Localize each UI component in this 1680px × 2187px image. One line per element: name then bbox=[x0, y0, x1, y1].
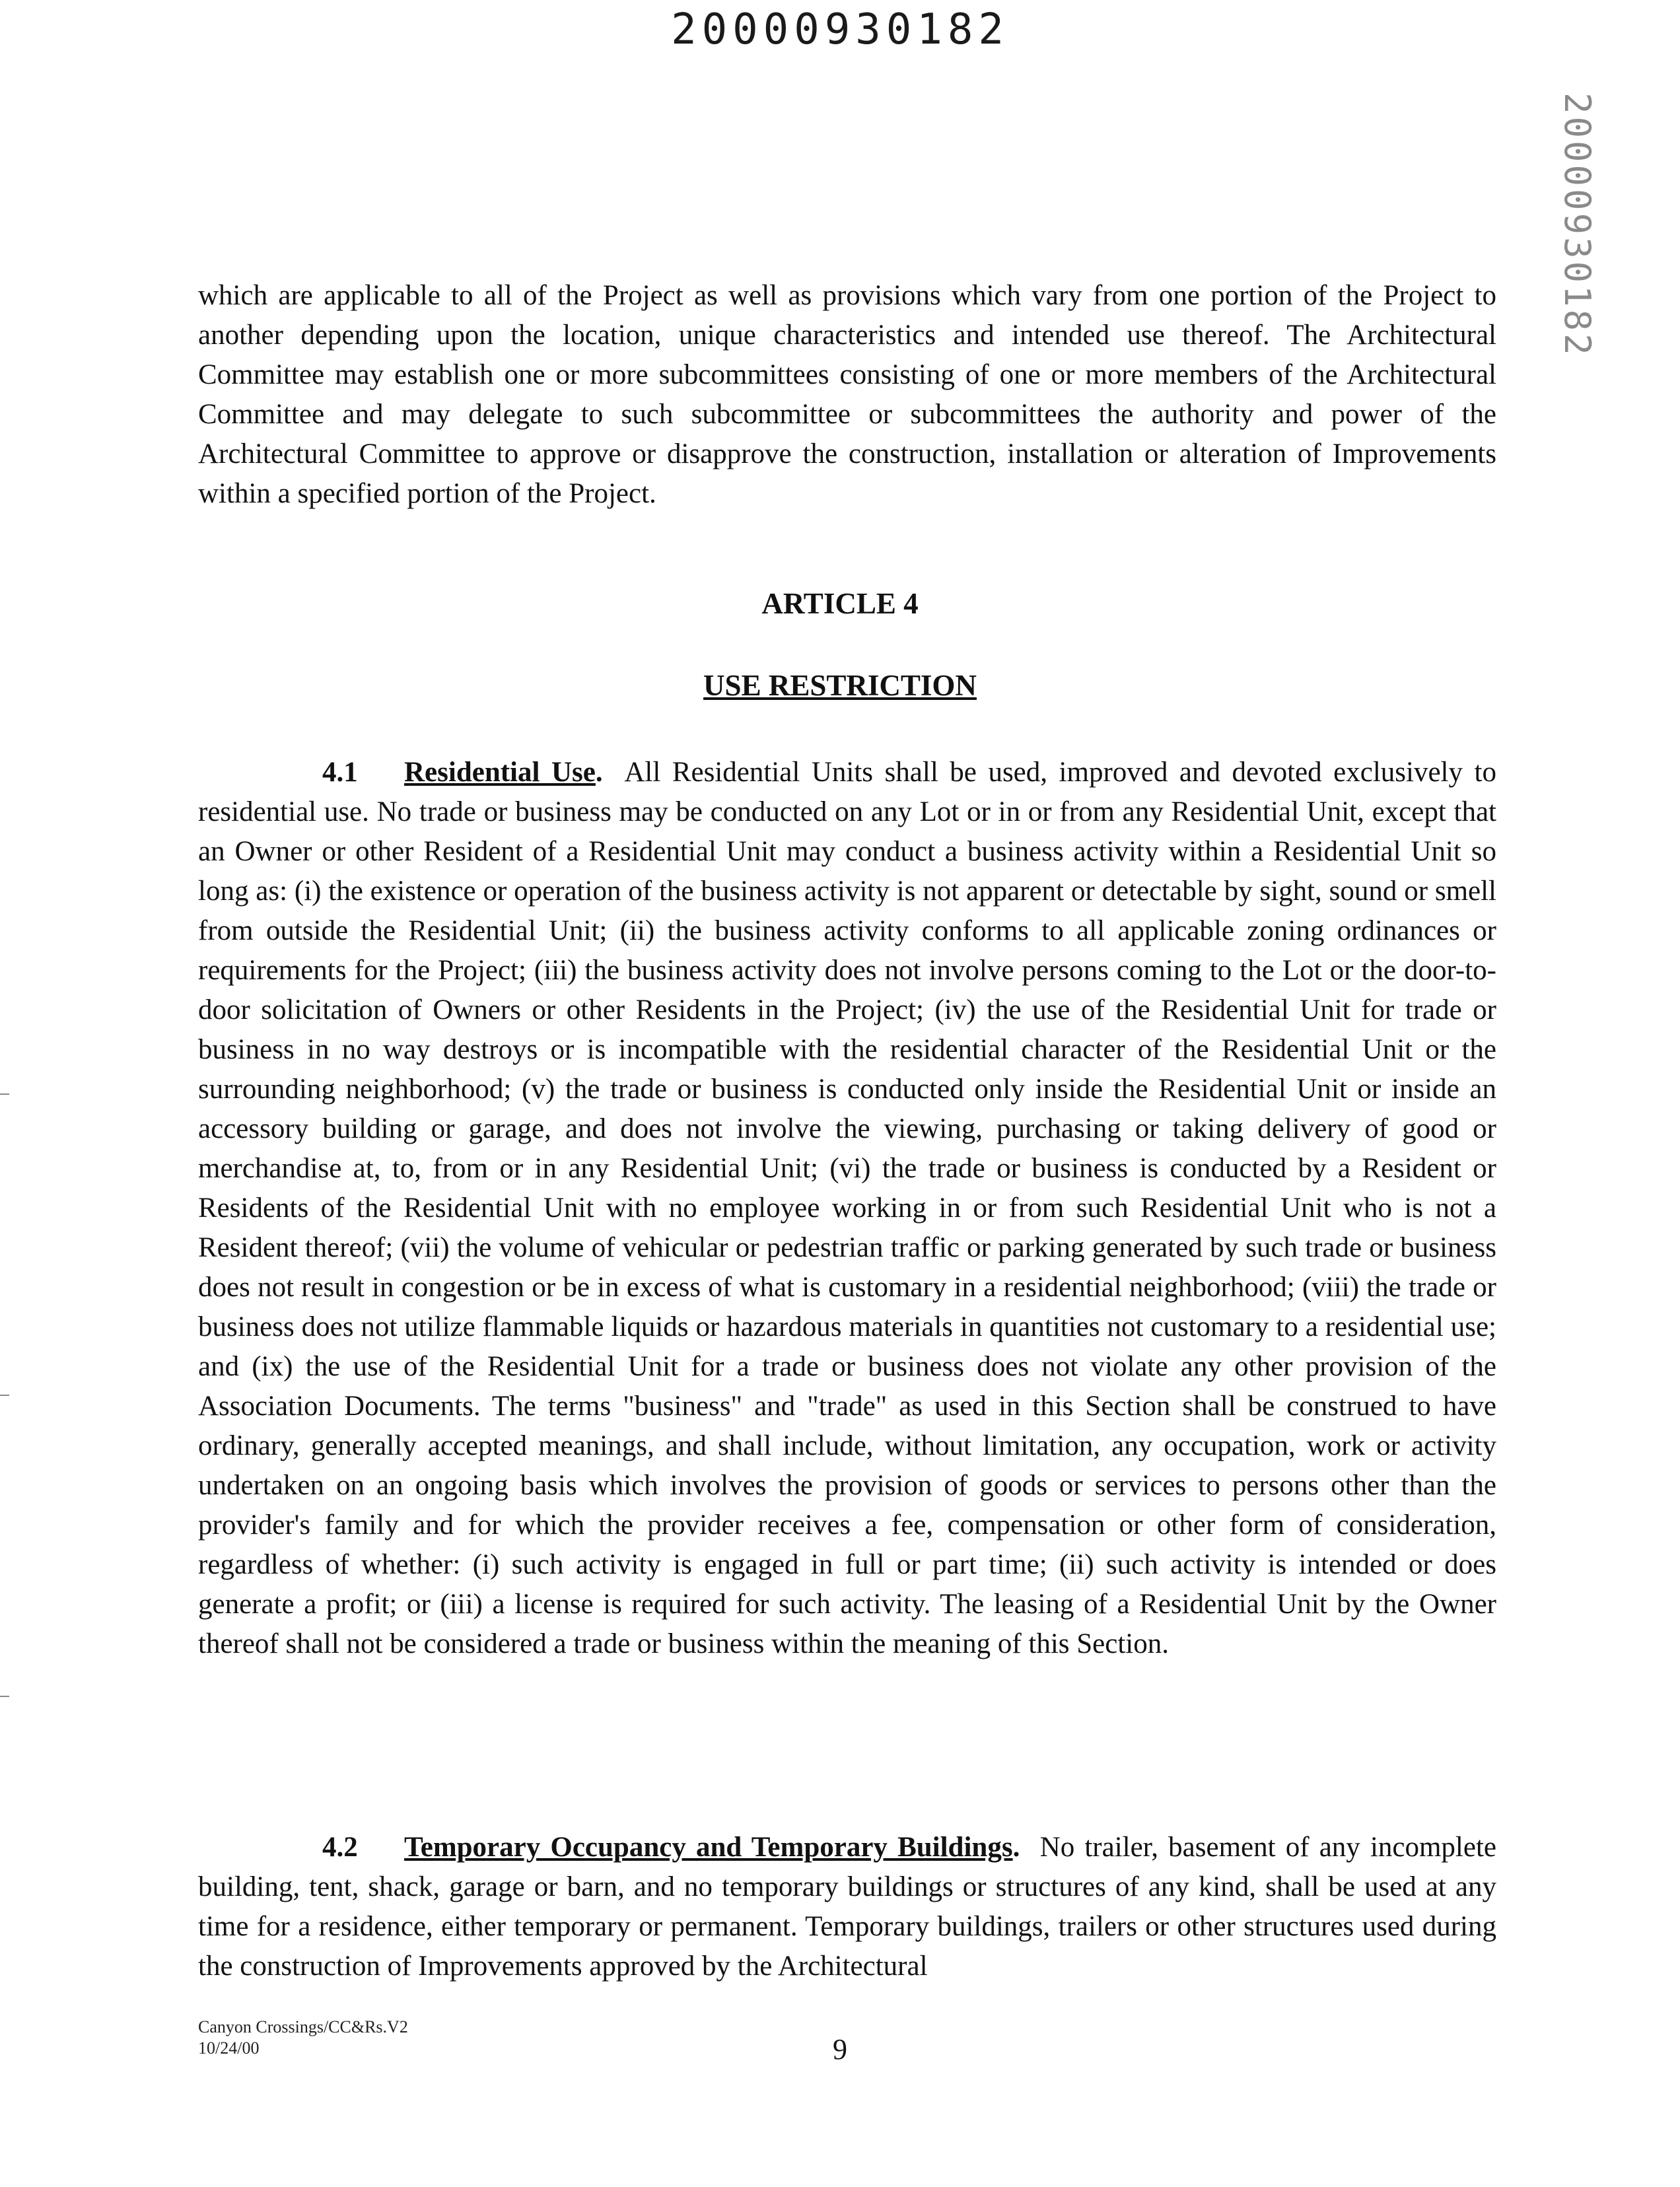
page-number: 9 bbox=[833, 2033, 847, 2066]
margin-mark bbox=[0, 1395, 9, 1396]
footer-reference-line: Canyon Crossings/CC&Rs.V2 bbox=[198, 2017, 408, 2036]
footer-date: 10/24/00 bbox=[198, 2038, 260, 2058]
section-number: 4.1 bbox=[322, 757, 358, 788]
intro-paragraph: which are applicable to all of the Project as well as provisions which vary from one portion of the Project to another depending upon the location, unique characteristics and intended use thereof. The Architectural Committee may establish one or more subcommittees consisting of one or more members of the Architectural Committee and may delegate to such subcommittee or subcommittees the authority and power of the Architectural Committee to approve or disapprove the construction, installation or alteration of Improvements within a specified portion of the Project. bbox=[198, 280, 1496, 509]
document-number: 20000930182 bbox=[671, 5, 1009, 54]
section-text: All Residential Units shall be used, improved and devoted exclusively to residential use. No trade or business may be conducted on any Lot or in or from any Residential Unit, except that an Owner or other Resident of a Residential Unit may conduct a business activity within a Residential Unit so long as: (i) the existence or operation of the business activity is not apparent or detectable by sight, sound or smell from outside the Residential Unit; (ii) the business activity conforms to all applicable zoning ordinances or requirements for the Project; (iii) the business activity does not involve persons coming to the Lot or the door-to-door solicitation of Owners or other Residents in the Project; (iv) the use of the Residential Unit for trade or business in no way destroys or is incompatible with the residential character of the Residential Unit or the surrounding neighborhood; (v) the trade or business is conducted only inside the Residential Unit or inside an accessory building or garage, and does not involve the viewing, purchasing or taking delivery of good or merchandise at, to, from or in any Residential Unit; (vi) the trade or business is conducted by a Resident or Residents of the Residential Unit with no employee working in or from such Residential Unit who is not a Resident thereof; (vii) the volume of vehicular or pedestrian traffic or parking generated by such trade or business does not result in congestion or be in excess of what is customary in a residential neighborhood; (viii) the trade or business does not utilize flammable liquids or hazardous materials in quantities not customary to a residential use; and (ix) the use of the Residential Unit for a trade or business does not violate any other provision of the Association Documents. The terms "business" and "trade" as used in this Section shall be construed to have ordinary, generally accepted meanings, and shall include, without limitation, any occupation, work or activity undertaken on an ongoing basis which involves the provision of goods or services to persons other than the provider's family and for which the provider receives a fee, compensation or other form of consideration, regardless of whether: (i) such activity is engaged in full or part time; (ii) such activity is intended or does generate a profit; or (iii) a license is required for such activity. The leasing of a Residential Unit by the Owner thereof shall not be considered a trade or business within the meaning of this Section. bbox=[198, 757, 1496, 1659]
section-number: 4.2 bbox=[322, 1832, 358, 1863]
section-text: No trailer, basement of any incomplete building, tent, shack, garage or barn, and no temporary buildings or structures of any kind, shall be used at any time for a residence, either temporary or permanent. Temporary buildings, trailers or other structures used during the construction of Improvements approved by the Architectural bbox=[198, 1832, 1496, 1982]
section-title: Temporary Occupancy and Temporary Buildings bbox=[404, 1832, 1013, 1863]
article-heading: ARTICLE 4 bbox=[761, 587, 919, 620]
side-recording-stamp: 20000930182 bbox=[1557, 92, 1598, 358]
section-title-period: . bbox=[1012, 1832, 1020, 1863]
margin-mark bbox=[0, 1094, 9, 1095]
margin-mark bbox=[0, 1696, 9, 1697]
section-4-2 bbox=[198, 1828, 1496, 1986]
section-title-period: . bbox=[595, 757, 603, 788]
section-title: Residential Use bbox=[404, 757, 596, 788]
section-4-1 bbox=[198, 753, 1496, 1664]
article-title: USE RESTRICTION bbox=[703, 669, 977, 702]
